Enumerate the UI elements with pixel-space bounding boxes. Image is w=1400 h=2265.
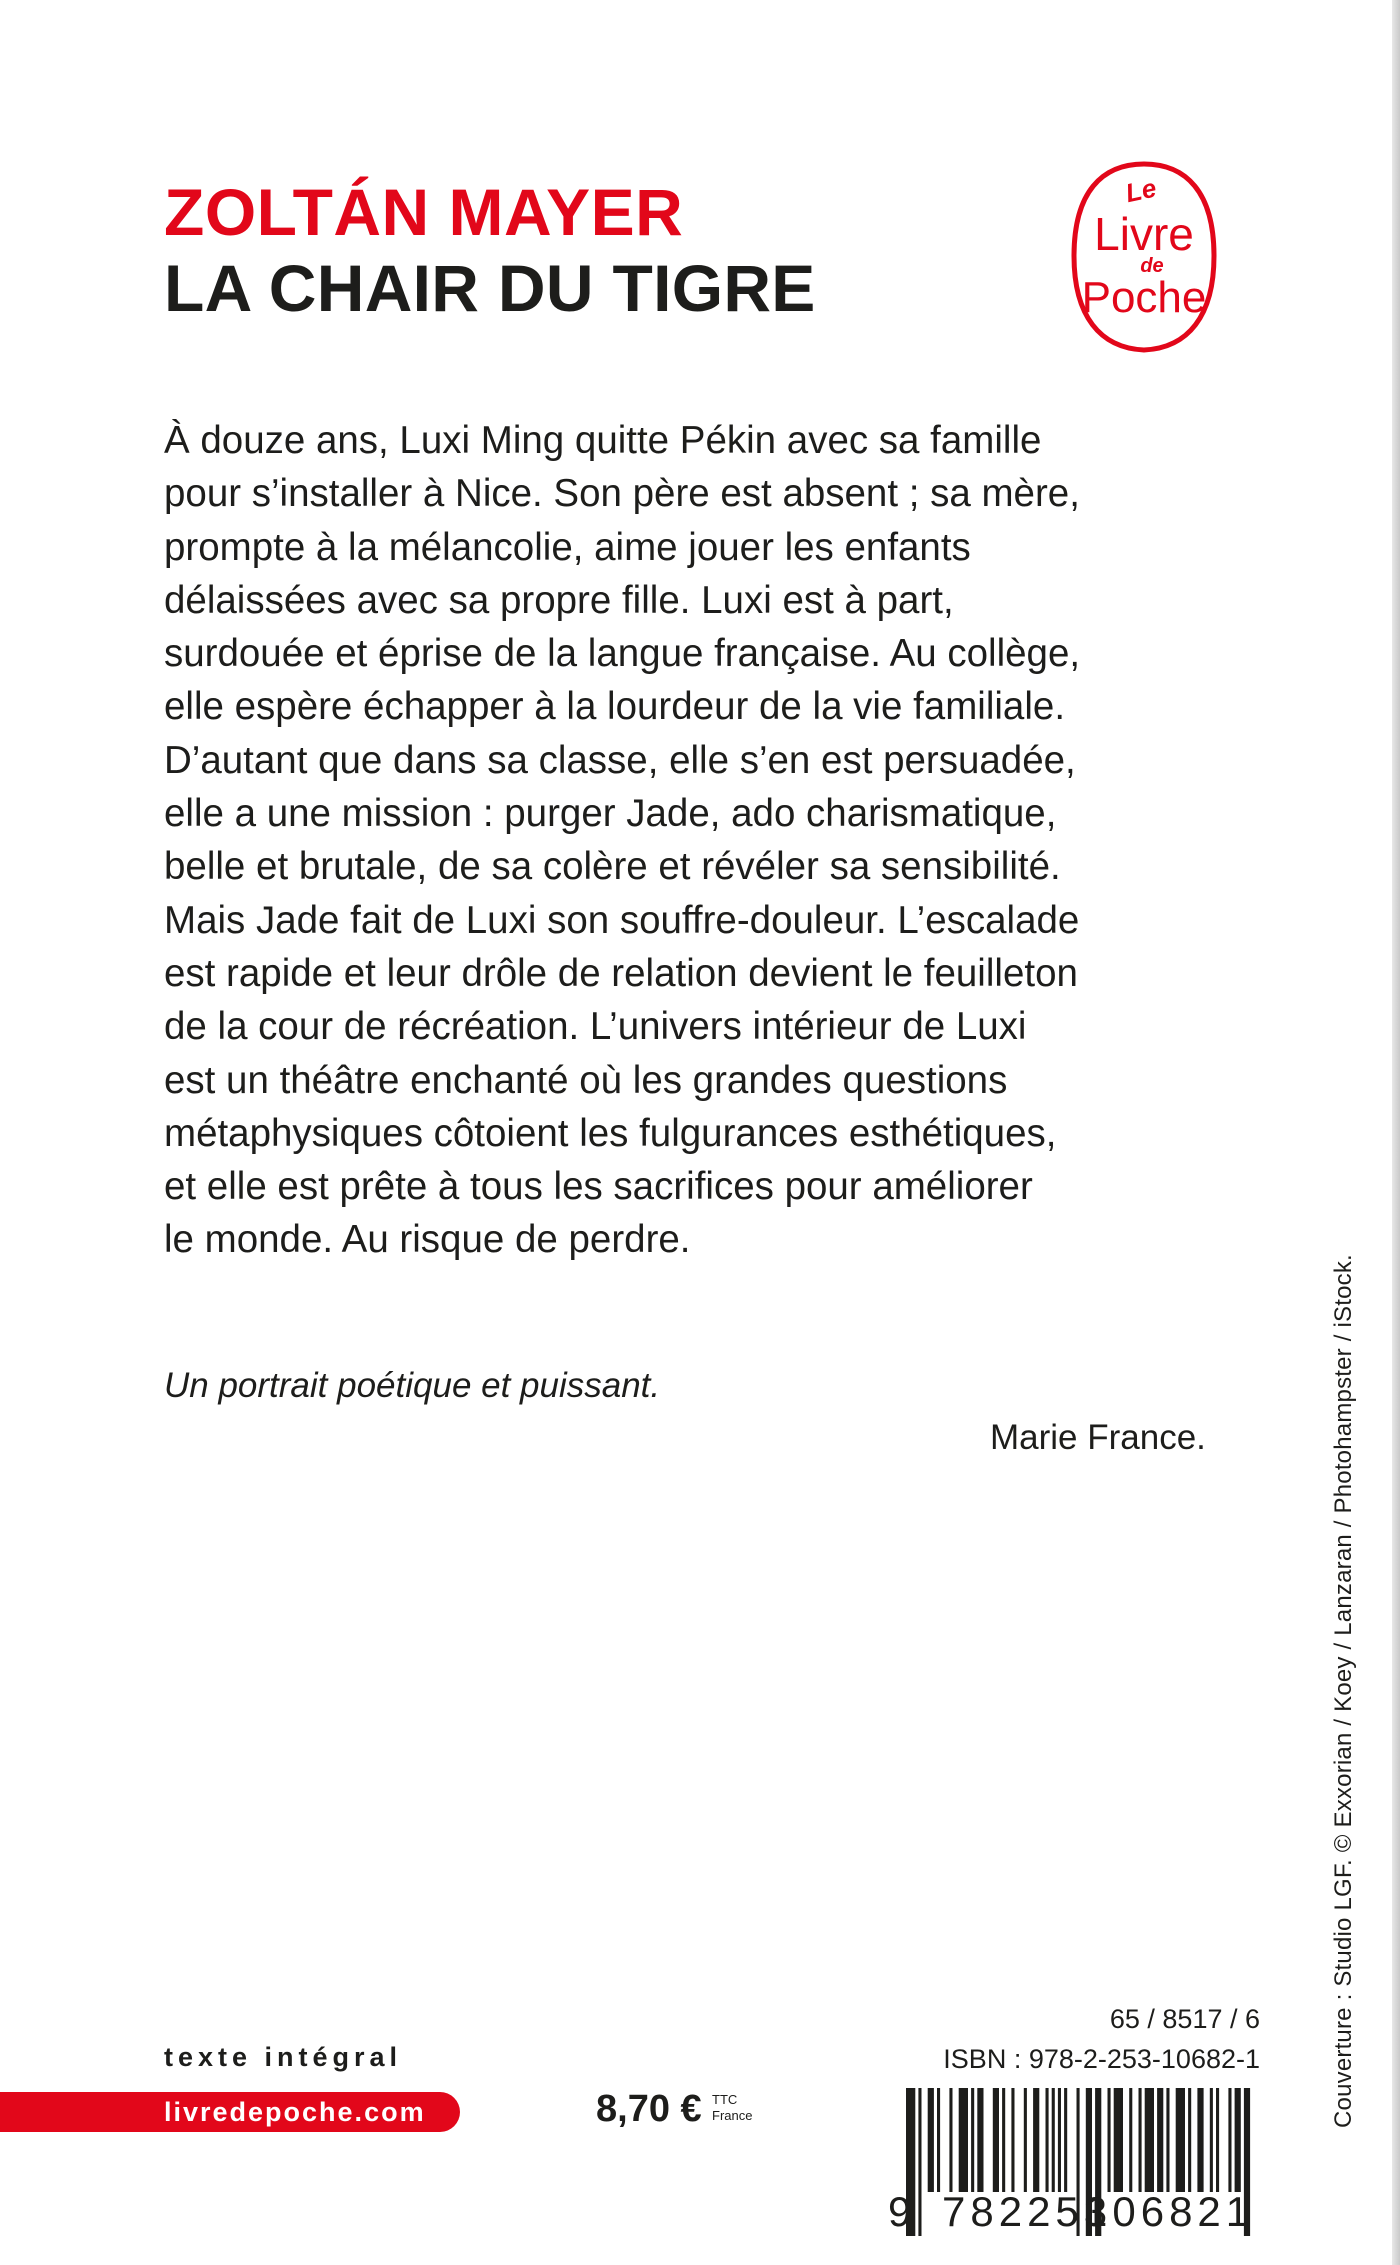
logo-text-de: de <box>1140 255 1164 277</box>
blurb-line: le monde. Au risque de perdre. <box>164 1218 691 1262</box>
barcode-bar <box>1002 2088 1005 2192</box>
barcode-bar <box>1166 2088 1169 2192</box>
book-title: LA CHAIR DU TIGRE <box>164 251 816 325</box>
barcode-right-digits: 106821 <box>1084 2188 1255 2235</box>
blurb-line: elle espère échapper à la lourdeur de la vie familiale. <box>164 685 1066 729</box>
barcode-bar <box>1024 2088 1027 2192</box>
isbn: ISBN : 978-2-253-10682-1 <box>943 2044 1260 2074</box>
barcode-bar <box>1064 2088 1067 2192</box>
barcode-bar <box>949 2088 952 2192</box>
blurb-text <box>164 414 1224 1267</box>
barcode-bar <box>1176 2088 1185 2192</box>
blurb-line: prompte à la mélancolie, aime jouer les enfants <box>164 525 971 569</box>
barcode-bar <box>1197 2088 1203 2192</box>
website-link[interactable]: livredepoche.com <box>164 2097 426 2127</box>
blurb-line: de la cour de récréation. L’univers intérieur de Luxi <box>164 1005 1027 1049</box>
barcode-bar <box>1046 2088 1049 2192</box>
livre-de-poche-logo <box>1068 160 1220 354</box>
blurb-line: métaphysiques côtoient les fulgurances esthétiques, <box>164 1111 1057 1155</box>
logo-text-poche: Poche <box>1081 273 1207 322</box>
barcode-bar <box>977 2088 983 2192</box>
barcode-bar <box>1216 2088 1219 2192</box>
barcode-bar <box>1145 2088 1154 2192</box>
barcode-bar <box>1114 2088 1123 2192</box>
barcode-bar <box>993 2088 999 2192</box>
barcode-bar <box>1011 2088 1014 2192</box>
blurb-line: pour s’installer à Nice. Son père est absent ; sa mère, <box>164 472 1080 516</box>
texte-integral-label: texte intégral <box>164 2042 403 2072</box>
blurb-line: D’autant que dans sa classe, elle s’en est persuadée, <box>164 738 1076 782</box>
press-quote: Un portrait poétique et puissant. <box>164 1366 661 1405</box>
blurb-line: est un théâtre enchanté où les grandes questions <box>164 1058 1008 1102</box>
author-name: ZOLTÁN MAYER <box>164 175 684 249</box>
blurb-line: délaissées avec sa propre fille. Luxi est à part, <box>164 578 954 622</box>
blurb-line: surdouée et éprise de la langue française. Au collège, <box>164 632 1081 676</box>
blurb-line: elle a une mission : purger Jade, ado charismatique, <box>164 792 1057 836</box>
barcode-left-digits: 782253 <box>942 2188 1113 2235</box>
barcode-bar <box>1129 2088 1132 2192</box>
barcode-bar <box>1058 2088 1061 2192</box>
price-note-ttc: TTC <box>712 2092 738 2107</box>
price: 8,70 € <box>596 2088 702 2130</box>
blurb-line: Mais Jade fait de Luxi son souffre-douleur. L’escalade <box>164 898 1080 942</box>
barcode-bar <box>1052 2088 1055 2192</box>
blurb-line: À douze ans, Luxi Ming quitte Pékin avec sa famille <box>164 419 1042 462</box>
barcode-bar <box>1157 2088 1163 2192</box>
barcode-bar <box>959 2088 968 2192</box>
barcode-bar <box>1033 2088 1039 2192</box>
barcode-bar <box>1210 2088 1213 2192</box>
price-note <box>712 2092 752 2124</box>
barcode-first-digit: 9 <box>888 2188 912 2235</box>
barcode-bar <box>1108 2088 1111 2192</box>
barcode-bar <box>928 2088 934 2192</box>
logo-text-le: Le <box>1122 172 1159 209</box>
barcode-bar <box>1228 2088 1231 2192</box>
blurb-line: est rapide et leur drôle de relation devient le feuilleton <box>164 951 1078 995</box>
barcode-bar <box>971 2088 974 2192</box>
press-quote-source: Marie France. <box>990 1418 1206 1457</box>
catalog-code: 65 / 8517 / 6 <box>1109 2004 1260 2034</box>
barcode-bar <box>918 2088 921 2236</box>
blurb-line: belle et brutale, de sa colère et révéler sa sensibilité. <box>164 845 1061 889</box>
cover-credits: Couverture : Studio LGF. © Exxorian / Koey / Lanzaran / Photohampster / iStock. <box>1330 1254 1357 2128</box>
logo-text-livre: Livre <box>1094 208 1194 260</box>
price-note-country: France <box>712 2108 753 2123</box>
barcode-bar <box>1188 2088 1191 2192</box>
blurb-line: et elle est prête à tous les sacrifices pour améliorer <box>164 1165 1033 1209</box>
barcode-bar <box>1139 2088 1142 2192</box>
barcode-bar <box>1235 2088 1241 2192</box>
barcode-bar <box>937 2088 940 2192</box>
cover-edge <box>1392 0 1400 2265</box>
